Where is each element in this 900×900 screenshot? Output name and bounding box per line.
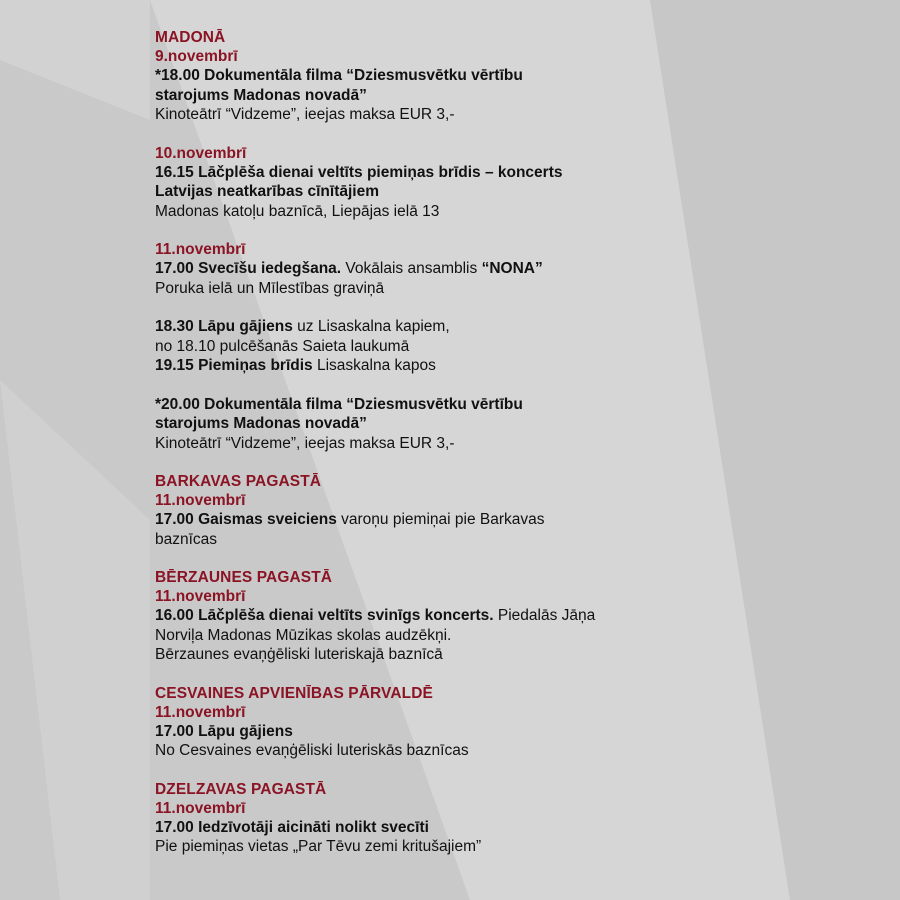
event-line: [155, 606, 675, 626]
event-time-title: 16.00 Lāčplēša dienai veltīts svinīgs koncerts.: [155, 607, 494, 624]
event-text: Vokālais ansamblis: [341, 260, 482, 277]
event-text: Lisaskalna kapos: [312, 357, 436, 374]
event-line: [155, 259, 675, 279]
event-place: Kinoteātrī “Vidzeme”, ieejas maksa EUR 3,-: [155, 106, 455, 123]
event-place: Pie piemiņas vietas „Par Tēvu zemi kritušajiem”: [155, 838, 482, 855]
event-title-cont: [155, 182, 675, 202]
event-place: No Cesvaines evaņģēliski luteriskās baznīcas: [155, 742, 469, 759]
section-madona: [155, 28, 675, 453]
section-barkava: [155, 472, 675, 549]
section-heading: BARKAVAS PAGASTĀ: [155, 473, 322, 490]
event-date: 10.novembrī: [155, 144, 247, 162]
event-text: varoņu piemiņai pie Barkavas: [336, 511, 545, 528]
event-title-text: *18.00 Dokumentāla filma “Dziesmusvētku vērtību: [155, 67, 523, 84]
event-text: uz Lisaskalna kapiem,: [292, 318, 450, 335]
event-time-title: 18.30 Lāpu gājiens: [155, 318, 293, 335]
event-time-title: 17.00 Svecīšu iedegšana.: [155, 260, 342, 277]
event-place: Kinoteātrī “Vidzeme”, ieejas maksa EUR 3,-: [155, 434, 455, 452]
event-title-text: starojums Madonas novadā”: [155, 415, 367, 432]
event-detail: Norviļa Madonas Mūzikas skolas audzēkņi.: [155, 626, 452, 644]
event-text: Piedalās Jāņa: [493, 607, 596, 624]
event-line: [155, 317, 675, 337]
event-line: [155, 356, 675, 376]
section-cesvaine: [155, 684, 675, 761]
event-title-text: 16.15 Lāčplēša dienai veltīts piemiņas brīdis – koncerts: [155, 163, 563, 181]
section-heading: CESVAINES APVIENĪBAS PĀRVALDĒ: [155, 684, 433, 702]
event-place: Bērzaunes evaņģēliski luteriskajā baznīcā: [155, 646, 443, 663]
event-line: [155, 510, 675, 530]
event-date: 11.novembrī: [155, 703, 246, 721]
event-title-text: *20.00 Dokumentāla filma “Dziesmusvētku vērtību: [155, 395, 523, 413]
section-berzaune: [155, 568, 675, 665]
event-title-text: Latvijas neatkarības cīnītājiem: [155, 183, 379, 200]
section-heading: MADONĀ: [155, 29, 226, 46]
event-title-text: starojums Madonas novadā”: [155, 86, 367, 104]
event-time-title: 17.00 Iedzīvotāji aicināti nolikt svecīti: [155, 818, 429, 836]
event-title: [155, 66, 675, 86]
event-line: [155, 818, 675, 838]
event-date: 11.novembrī: [155, 241, 246, 258]
event-place: no 18.10 pulcēšanās Saieta laukumā: [155, 337, 410, 355]
event-time-title: 19.15 Piemiņas brīdis: [155, 357, 313, 374]
event-title: [155, 163, 675, 183]
event-date: 11.novembrī: [155, 799, 246, 817]
event-title-cont: [155, 86, 675, 106]
event-time-title: 17.00 Lāpu gājiens: [155, 722, 293, 740]
event-place: Madonas katoļu baznīcā, Liepājas ielā 13: [155, 202, 440, 220]
event-title-cont: [155, 414, 675, 434]
event-time-title: 17.00 Gaismas sveiciens: [155, 511, 337, 528]
section-dzelzava: [155, 780, 675, 857]
background-left-light-wedge: [0, 0, 150, 120]
event-place: Poruka ielā un Mīlestības graviņā: [155, 279, 385, 297]
section-heading: DZELZAVAS PAGASTĀ: [155, 780, 327, 798]
event-date: 11.novembrī: [155, 492, 246, 509]
event-date: 11.novembrī: [155, 588, 246, 605]
event-line: [155, 722, 675, 742]
events-list: [155, 28, 675, 857]
ensemble-name: “NONA”: [481, 260, 543, 277]
event-title: [155, 395, 675, 415]
section-heading: BĒRZAUNES PAGASTĀ: [155, 569, 333, 586]
event-date: 9.novembrī: [155, 48, 238, 65]
event-place: baznīcas: [155, 530, 218, 548]
background-left-lower-wedge: [0, 380, 150, 900]
